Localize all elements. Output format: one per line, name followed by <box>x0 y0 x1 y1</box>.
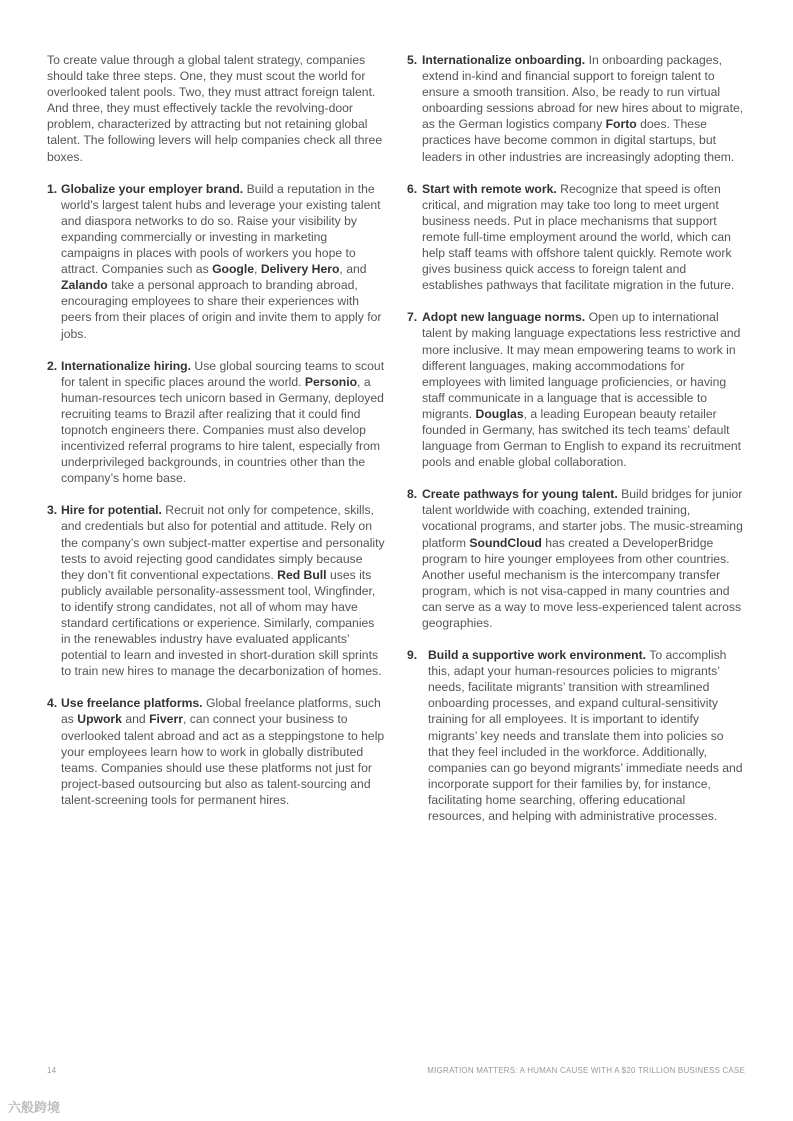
item-number: 6. <box>407 181 418 196</box>
item-number: 5. <box>407 53 418 67</box>
company-name: Upwork <box>77 712 122 727</box>
item-text: has created a DeveloperBridge program to hire younger employees from other countries. Another useful mechanism is the intercompany transfer program, which is not visa-capped in many countries and can serve as a way to move less-experienced talent across geographies. <box>422 535 742 630</box>
company-name: Personio <box>304 374 358 389</box>
company-name: Forto <box>605 117 637 132</box>
item-body <box>422 309 745 470</box>
item-text: does. These practices have become common in digital startups, but leaders in other industries are increasingly adopting them. <box>422 117 735 164</box>
item-title: Internationalize hiring. <box>61 358 192 373</box>
item-body <box>422 52 745 165</box>
item-body <box>422 181 745 294</box>
lever-item-8 <box>407 486 745 631</box>
item-title: Adopt new language norms. <box>422 310 586 325</box>
watermark: 六般跨境 <box>8 1100 61 1115</box>
left-column <box>47 52 385 824</box>
item-text: , can connect your business to overlooked talent abroad and act as a steppingstone to help your employees learn how to work in globally distributed teams. Companies should use these platforms not just for project-based outsourcing but also as talent-sourcing and talent-screening tools for permanent hires. <box>61 712 385 807</box>
item-title: Start with remote work. <box>422 181 557 196</box>
item-body <box>422 486 745 631</box>
item-body <box>61 181 385 342</box>
document-title: MIGRATION MATTERS: A HUMAN CAUSE WITH A $20 TRILLION BUSINESS CASE <box>427 1066 745 1075</box>
item-body <box>428 647 745 824</box>
item-text: To accomplish this, adapt your human-resources policies to migrants’ needs, facilitate migrants’ transition with streamlined onboarding processes, and expand cultural-sensitivity training for all employees. It is important to identify migrants’ key needs and translate them into policies so that they feel included in the workforce. Additionally, companies can go beyond migrants’ immediate needs and incorporate support for their families by, for instance, facilitating home searching, offering educational resources, and helping with administrative processes. <box>428 648 743 824</box>
lever-item-4 <box>47 695 385 808</box>
item-number: 9. <box>407 648 418 663</box>
item-number: 2. <box>47 358 58 373</box>
page-number: 14 <box>47 1066 57 1075</box>
lever-item-7 <box>407 309 745 470</box>
right-column <box>407 52 745 840</box>
company-name: Douglas <box>475 406 524 421</box>
item-body <box>61 695 385 808</box>
lever-item-9 <box>407 647 745 824</box>
company-name: Fiverr <box>149 712 183 727</box>
lever-item-5 <box>407 52 745 165</box>
item-title: Use freelance platforms. <box>61 696 203 711</box>
company-name: Delivery Hero <box>260 262 340 277</box>
item-text: , a leading European beauty retailer founded in Germany, has switched its tech teams’ default language from German to English to expand its recruitment pools and enable global collaboration. <box>422 406 742 470</box>
lever-item-6 <box>407 181 745 294</box>
item-title: Internationalize onboarding. <box>422 53 586 67</box>
company-name: Google <box>212 262 255 277</box>
item-number: 8. <box>407 487 418 502</box>
item-text: Recognize that speed is often critical, and migration may take too long to meet urgent business needs. Put in place mechanisms that support remote full-time employment around the world, which can help staff teams with offshore talent quickly. Remote work gives business quick access to foreign talent and establishes pathways that facilitate migration in the future. <box>422 181 735 293</box>
item-text: , and <box>339 262 367 277</box>
item-body <box>61 358 385 487</box>
item-text: Use global sourcing teams to scout for talent in specific places around the world. <box>61 358 385 389</box>
item-text: Build a reputation in the world’s largest talent hubs and leverage your existing talent and diaspora networks to do so. Raise your visibility by expanding commercially or investing in marketing campaigns in places with pools of workers you hope to attract. Companies such as <box>61 181 381 277</box>
item-text: Build bridges for junior talent worldwide with coaching, extended training, vocational programs, and starter jobs. The music-streaming platform <box>422 487 743 550</box>
item-text: , a human-resources tech unicorn based in Germany, deployed recruiting teams to Brazil after realizing that it could find topnotch engineers there. Companies must also develop incentivized referral programs to hire talent, especially from underprivileged backgrounds, in countries other than the company’s home base. <box>61 374 384 486</box>
item-text: uses its publicly available personality-assessment tool, Wingfinder, to identify strong candidates, not all of whom may have standard certifications or experience. Similarly, companies in the renewables industry have evaluated applicants’ potential to learn and invested in short-duration skill sprints to train new hires to manage the decarbonization of homes. <box>61 567 382 679</box>
item-number: 7. <box>407 310 418 325</box>
item-text: and <box>121 712 150 727</box>
item-text: Recruit not only for competence, skills, and credentials but also for potential and attitude. Rely on the company’s own subject-matter expertise and personality tests to avoid rejecting good candidates simply because they don’t fit conventional expectations. <box>61 503 385 582</box>
item-title: Hire for potential. <box>61 503 162 518</box>
item-number: 4. <box>47 696 58 711</box>
item-text: Open up to international talent by making language expectations less restrictive and more inclusive. It may mean empowering teams to work in different languages, making accommodations for employees with limited language proficiencies, or having staff communicate in a language that is accessible to migrants. <box>422 310 741 421</box>
item-title: Create pathways for young talent. <box>422 487 618 502</box>
lever-item-1 <box>47 181 385 342</box>
company-name: SoundCloud <box>469 535 542 550</box>
item-title: Build a supportive work environment. <box>428 648 647 663</box>
item-title: Globalize your employer brand. <box>61 181 244 196</box>
intro-paragraph: To create value through a global talent strategy, companies should take three steps. One, they must scout the world for overlooked talent pools. Two, they must attract foreign talent. And three, they must effectively tackle the revolving-door problem, characterized by attracting but not retaining global talent. The following levers will help companies check all three boxes. <box>47 53 383 164</box>
item-text: take a personal approach to branding abroad, encouraging employees to share their experiences with peers from their places of origin and invite them to apply for jobs. <box>61 278 382 341</box>
company-name: Zalando <box>61 278 108 293</box>
item-text: , <box>254 262 261 277</box>
lever-item-2 <box>47 358 385 487</box>
item-number: 3. <box>47 503 58 518</box>
item-number: 1. <box>47 181 58 196</box>
lever-item-3 <box>47 502 385 679</box>
item-text: In onboarding packages, extend in-kind and financial support to foreign talent to ensure a smooth transition. Also, be ready to run virtual onboarding sessions abroad for new hires about to migrate, as the German logistics company <box>422 53 744 132</box>
company-name: Red Bull <box>277 567 327 582</box>
item-text: Global freelance platforms, such as <box>61 696 381 727</box>
item-body <box>61 502 385 679</box>
